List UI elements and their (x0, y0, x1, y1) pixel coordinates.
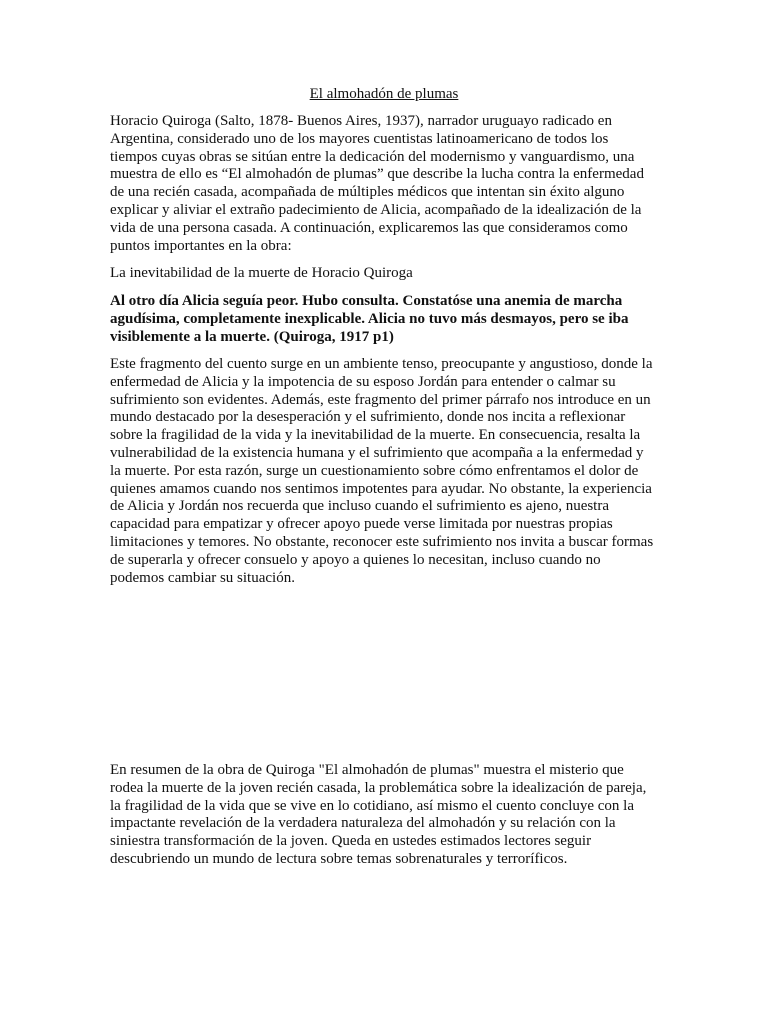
intro-paragraph: Horacio Quiroga (Salto, 1878- Buenos Aires, 1937), narrador uruguayo radicado en Argentina, considerado uno de los mayores cuentistas latinoamericano de todos los tiempos cuyas obras se sitúan entre la dedicación del modernismo y vanguardismo, una muestra de ello es “El almohadón de plumas” que describe la lucha contra la enfermedad de una recién casada, acompañada de múltiples médicos que intentan sin éxito alguno explicar y aliviar el extraño padecimiento de Alicia, acompañado de la idealización de la vida de una persona casada. A continuación, explicaremos las que consideramos como puntos importantes en la obra: (110, 113, 644, 254)
analysis-paragraph: Este fragmento del cuento surge en un ambiente tenso, preocupante y angustioso, donde la enfermedad de Alicia y la impotencia de su esposo Jordán para entender o calmar su sufrimiento son evidentes. Además, este fragmento del primer párrafo nos introduce en un mundo destacado por la desesperación y el sufrimiento, donde nos incita a reflexionar sobre la fragilidad de la vida y la inevitabilidad de la muerte. En consecuencia, resalta la vulnerabilidad de la existencia humana y el sufrimiento que acompaña a la enfermedad y la muerte. Por esta razón, surge un cuestionamiento sobre cómo enfrentamos el dolor de quienes amamos cuando nos sentimos impotentes para ayudar. No obstante, la experiencia de Alicia y Jordán nos recuerda que incluso cuando el sufrimiento es ajeno, nuestra capacidad para empatizar y ofrecer apoyo puede verse limitada por nuestras propias limitaciones y temores. No obstante, reconocer este sufrimiento nos invita a buscar formas de superarla y ofrecer consuelo y apoyo a quienes lo necesitan, incluso cuando no podemos cambiar su situación. (110, 356, 654, 586)
document-title: El almohadón de plumas (309, 86, 459, 102)
quote-paragraph: Al otro día Alicia seguía peor. Hubo consulta. Constatóse una anemia de marcha agudísima, completamente inexplicable. Alicia no tuvo más desmayos, pero se iba visiblemente a la muerte. (Quiroga, 1917 p1) (110, 293, 629, 345)
conclusion-paragraph: En resumen de la obra de Quiroga "El almohadón de plumas" muestra el misterio que rodea la muerte de la joven recién casada, la problemática sobre la idealización de pareja, la fragilidad de la vida que se vive en lo cotidiano, así mismo el cuento concluye con la impactante revelación de la verdadera naturaleza del almohadón y su relación con la siniestra transformación de la joven. Queda en ustedes estimados lectores seguir descubriendo un mundo de lectura sobre temas sobrenaturales y terroríficos. (110, 762, 647, 867)
section-heading: La inevitabilidad de la muerte de Horacio Quiroga (110, 265, 413, 281)
